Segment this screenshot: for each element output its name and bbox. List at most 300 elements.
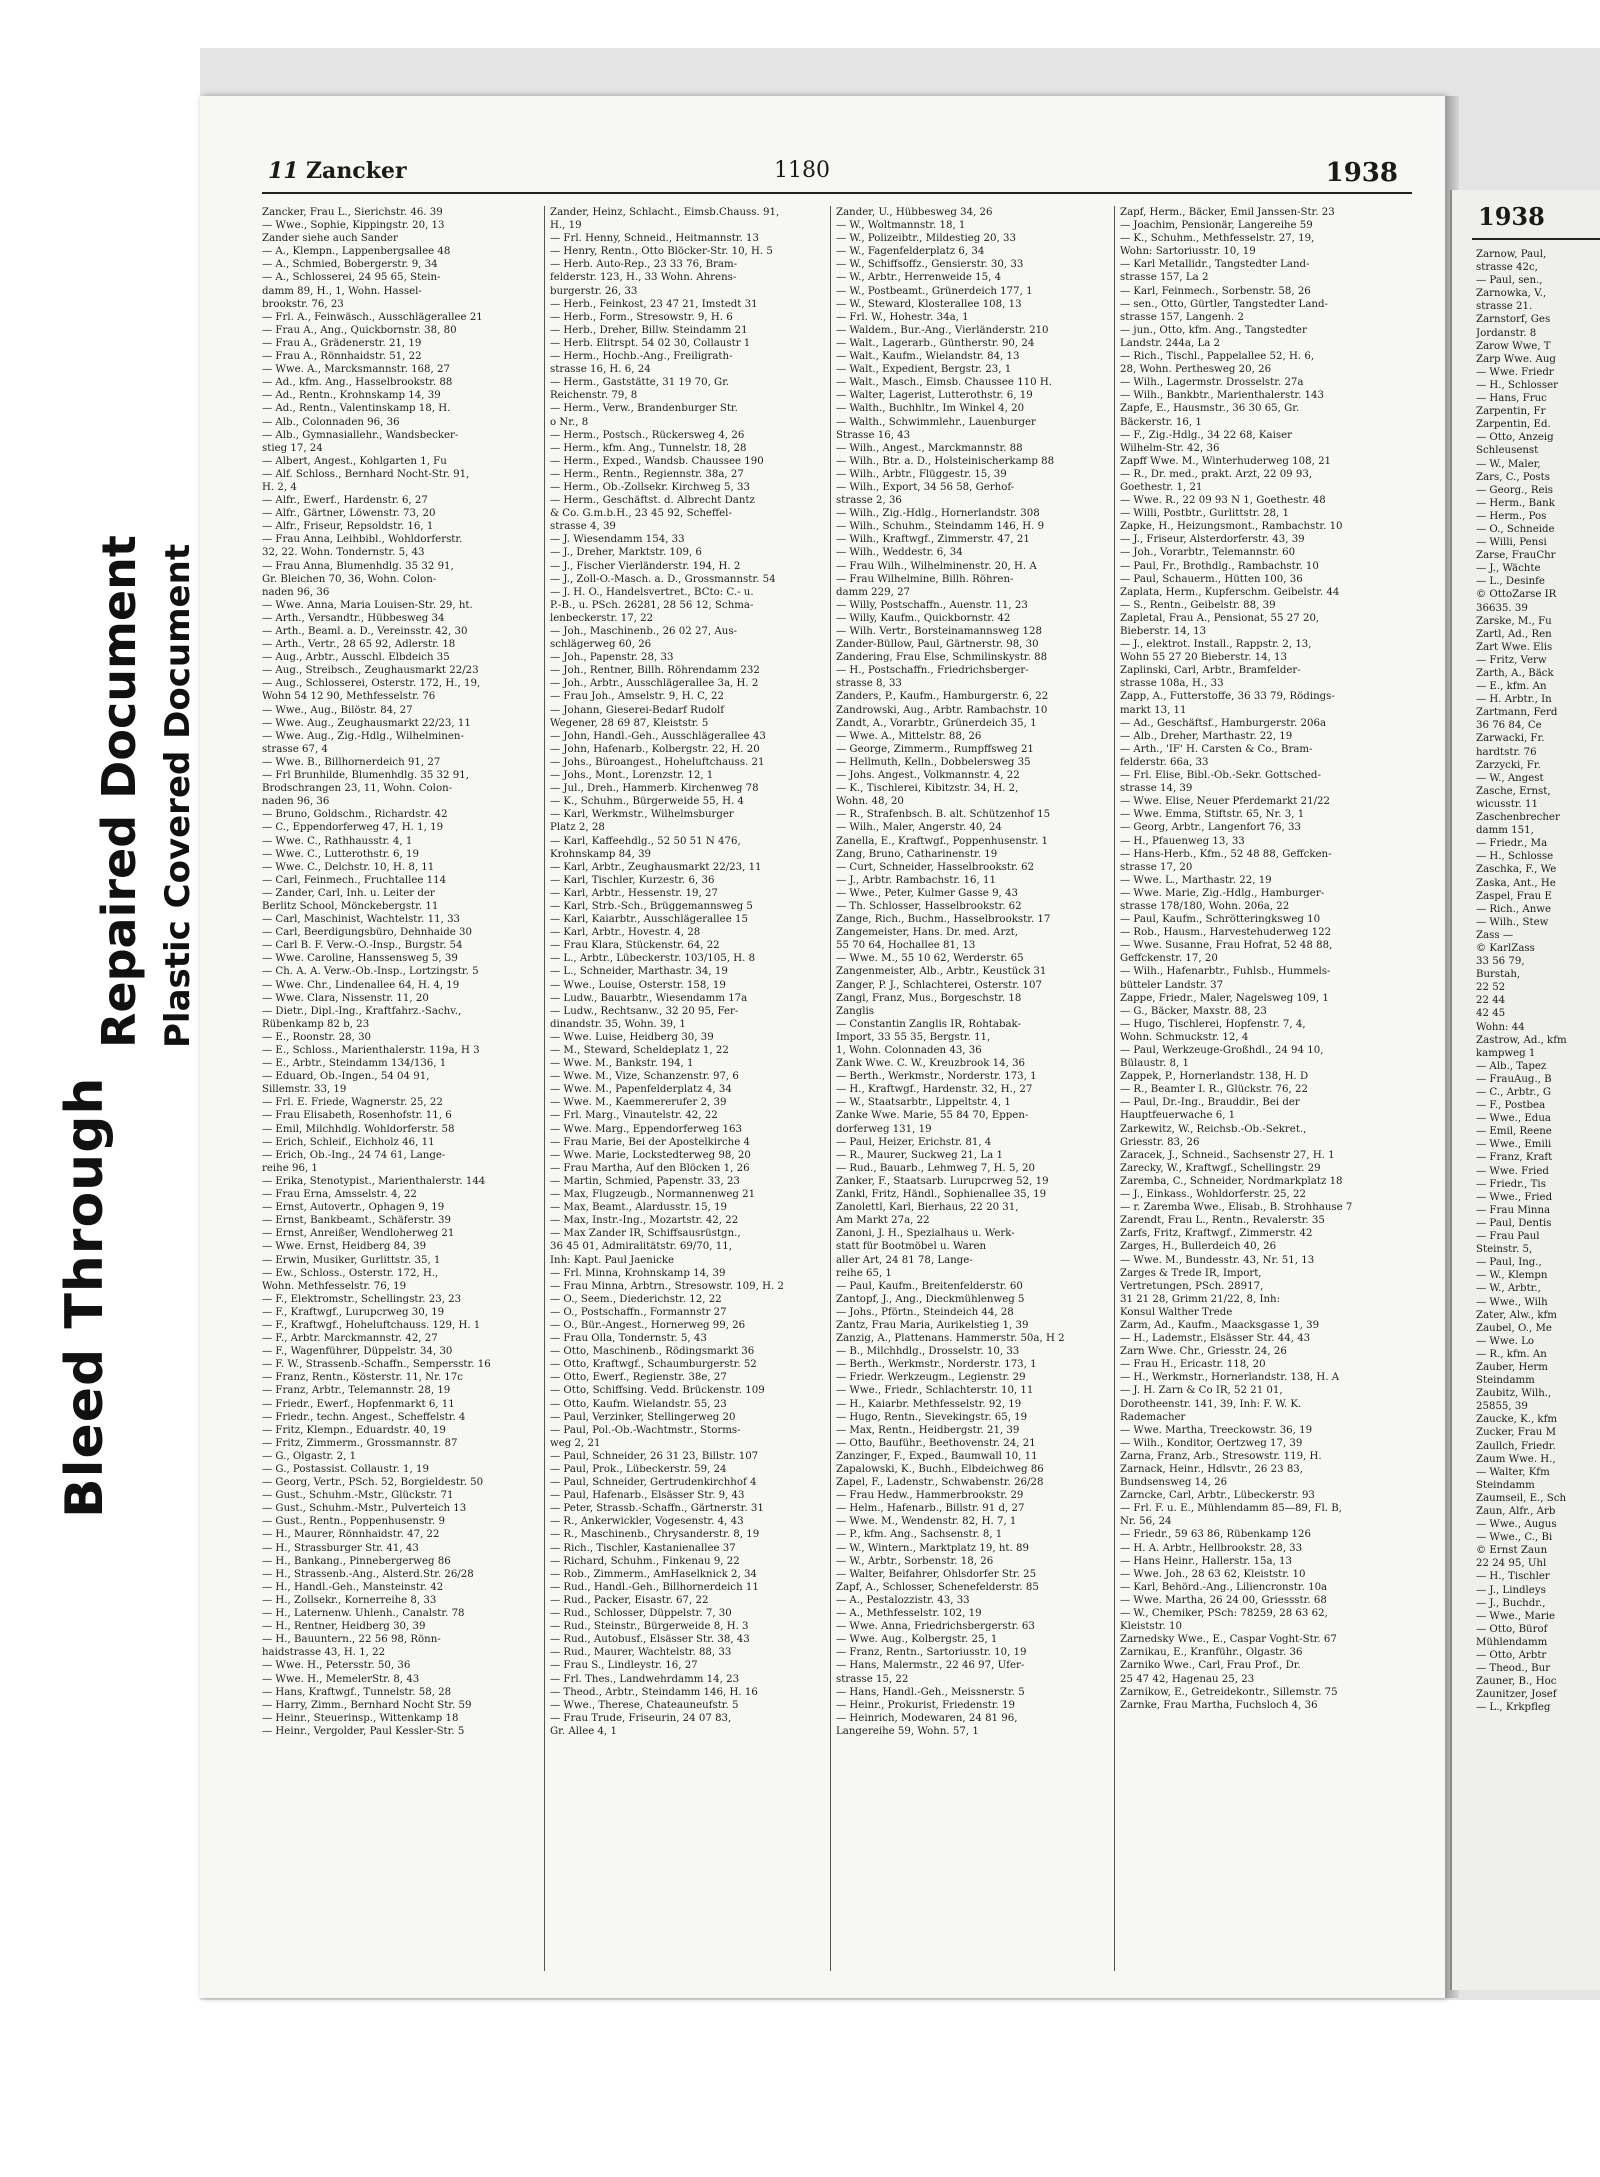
directory-entry: strasse 15, 22 [836,1673,909,1685]
directory-entry: — Hugo, Rentn., Sievekingstr. 65, 19 [836,1411,1028,1423]
directory-entry: — H., Pfauenweg 13, 33 [1120,835,1245,847]
directory-entry: Zarnikau, E., Kranführ., Olgastr. 36 [1120,1647,1303,1659]
directory-entry: — Jul., Dreh., Hammerb. Kirchenweg 78 [550,783,759,795]
directory-entry: — Wwe. Susanne, Frau Hofrat, 52 48 88, [1120,940,1333,952]
directory-entry: 22 24 95, Uhl [1476,1558,1547,1570]
directory-entry: Bülaustr. 8, 1 [1120,1058,1189,1070]
directory-entry: damm 89, H., 1, Wohn. Hassel- [262,285,422,297]
directory-entry: Wohn. 48, 20 [836,796,904,808]
directory-entry: Rübenkamp 82 b, 23 [262,1018,370,1030]
directory-entry: — Frl. W., Hohestr. 34a, 1 [836,311,969,323]
directory-entry: — Walter, Beifahrer, Ohlsdorfer Str. 25 [836,1568,1037,1580]
directory-entry: Zarniko Wwe., Carl, Frau Prof., Dr. [1120,1660,1301,1672]
directory-entry: Zaschka, F., We [1476,864,1557,876]
directory-entry: Zaun, Alfr., Arb [1476,1506,1556,1517]
directory-entry: — H., Bankang., Pinnebergerweg 86 [262,1555,451,1567]
directory-entry: Zarp Wwe. Aug [1476,353,1556,365]
directory-entry: — Wilh., Angest., Marckmannstr. 88 [836,442,1023,454]
directory-entry: strasse 42c, [1476,262,1538,274]
directory-entry: felderstr. 123, H., 33 Wohn. Ahrens- [550,272,737,284]
directory-entry: — W., Angest [1476,772,1544,784]
directory-entry: Zaunitzer, Josef [1476,1689,1557,1701]
column-1 [262,206,536,1971]
directory-entry: Geffckenstr. 17, 20 [1120,953,1218,965]
directory-entry: — Hans, Fruc [1476,393,1547,405]
directory-entry: — Paul, Verzinker, Stellingerweg 20 [550,1411,736,1423]
directory-entry: markt 13, 11 [1120,704,1187,716]
directory-entry: Zapf, Herm., Bäcker, Emil Janssen-Str. 23 [1120,207,1335,218]
directory-entry: — Otto, Bauführ., Beethovenstr. 24, 21 [836,1437,1036,1449]
directory-entry: — Heinrich, Modewaren, 24 81 96, [836,1712,1018,1724]
directory-entry: Zaullch, Friedr. [1476,1440,1556,1452]
directory-entry: Zarfs, Fritz, Kraftwgf., Zimmerstr. 42 [1120,1228,1313,1240]
directory-entry: — Aug., Schlosserei, Osterstr. 172, H., 19, [262,678,481,690]
directory-entry: — F., Zig.-Hdlg., 34 22 68, Kaiser [1120,429,1292,441]
directory-entry: — Max, Instr.-Ing., Mozartstr. 42, 22 [550,1215,739,1227]
directory-entry: — Arth., Versandtr., Hübbesweg 34 [262,612,445,624]
directory-entry: — Richard, Schuhm., Finkenau 9, 22 [550,1555,740,1567]
directory-entry: — Walt., Kaufm., Wielandstr. 84, 13 [836,351,1020,363]
directory-entry: — Joh., Vorarbtr., Telemannstr. 60 [1120,547,1296,559]
directory-entry: 31 21 28, Grimm 21/22, 8, Inh: [1120,1293,1281,1305]
directory-entry: — H. A. Arbtr., Hellbrookstr. 28, 33 [1120,1542,1303,1554]
directory-entry: — Heinr., Vergolder, Paul Kessler-Str. 5 [262,1725,465,1737]
directory-entry: strasse 2, 36 [836,495,902,507]
directory-entry: — Georg, Arbtr., Langenfort 76, 33 [1120,822,1301,834]
directory-entry: Zarnack, Heinr., Hdlsvtr., 26 23 83, [1120,1464,1304,1475]
directory-entry: — Wwe. Fried [1476,1165,1549,1177]
directory-entry: — Wwe. Martha, 26 24 00, Griessstr. 68 [1120,1594,1327,1606]
directory-entry: 55 70 64, Hochallee 81, 13 [836,940,976,952]
directory-entry: Bäckerstr. 16, 1 [1120,416,1202,428]
directory-entry: Zander-Büllow, Paul, Gärtnerstr. 98, 30 [836,639,1039,651]
directory-entry: — Zander, Carl, Inh. u. Leiter der [262,887,435,899]
directory-entry: — Wwe., Marie [1476,1610,1556,1622]
directory-entry: — Rud., Packer, Eisastr. 67, 22 [550,1594,709,1606]
directory-entry: — Karl, Arbtr., Hovestr. 4, 28 [550,927,701,939]
directory-entry: — Walt., Masch., Eimsb. Chaussee 110 H. [836,377,1052,389]
directory-entry: — R., Dr. med., prakt. Arzt, 22 09 93, [1120,468,1313,480]
directory-entry: Zastrow, Ad., kfm [1476,1034,1567,1046]
directory-entry: — R., Strafenbsch. B. alt. Schützenhof 15 [836,809,1051,821]
directory-entry: Zapel, F., Ladenstr., Schwabenstr. 26/28 [836,1477,1044,1489]
directory-entry: — H., Maurer, Rönnhaidstr. 47, 22 [262,1529,440,1541]
directory-entry: — Erich, Schleif., Eichholz 46, 11 [262,1136,435,1148]
header-year: 1938 [1325,158,1398,188]
directory-entry: — Alfr., Gärtner, Löwenstr. 73, 20 [262,508,436,520]
directory-entry: — Max, Flugzeugb., Normannenweg 21 [550,1189,756,1201]
directory-entry: Zauner, B., Hoc [1476,1676,1557,1688]
directory-entry: — Wilh., Hafenarbtr., Fuhlsb., Hummels- [1120,966,1331,978]
directory-entry: — Wwe. Marie, Lockstedterweg 98, 20 [550,1149,751,1161]
directory-entry: — J., Fischer Vierländerstr. 194, H. 2 [550,560,741,572]
directory-entry: — Hans Heinr., Hallerstr. 15a, 13 [1120,1555,1293,1567]
directory-entry: strasse 178/180, Wohn. 206a, 22 [1120,900,1290,912]
directory-entry: Wohn: 44 [1476,1021,1525,1033]
directory-entry: Zarn Wwe. Chr., Griesstr. 24, 26 [1120,1346,1287,1358]
directory-entry: 25 47 42, Hagenau 25, 23 [1120,1673,1255,1685]
directory-entry: — L., Schneider, Marthastr. 34, 19 [550,966,728,978]
directory-entry: — Paul, Dentis [1476,1217,1552,1229]
directory-entry: — Wilh., Konditor, Oertzweg 17, 39 [1120,1437,1303,1449]
directory-entry: — Frl. Marg., Vinautelstr. 42, 22 [550,1110,718,1122]
directory-entry: Zasche, Ernst, [1476,785,1551,797]
directory-entry: — Herb., Feinkost, 23 47 21, Imstedt 31 [550,298,758,310]
directory-entry: — Aug., Streibsch., Zeughausmarkt 22/23 [262,665,479,677]
directory-entry: — H., Werkmstr., Hornerlandstr. 138, H. A [1120,1372,1340,1384]
directory-entry: — Th. Schlosser, Hasselbrookstr. 62 [836,900,1022,912]
directory-entry: & Co. G.m.b.H., 23 45 92, Scheffel- [550,508,732,520]
directory-entry: — Frau Elisabeth, Rosenhofstr. 11, 6 [262,1110,452,1122]
directory-entry: Zarecky, W., Kraftwgf., Schellingstr. 29 [1120,1162,1321,1174]
directory-entry: Zass — [1476,929,1514,941]
directory-entry: Reichenstr. 79, 8 [550,390,638,402]
directory-entry: — Wwe. Anna, Maria Louisen-Str. 29, ht. [262,599,473,611]
directory-entry: Zars, C., Posts [1476,471,1550,483]
directory-entry: Zappe, Friedr., Maler, Nagelsweg 109, 1 [1120,992,1329,1004]
directory-entry: — Gust., Schuhm.-Mstr., Glückstr. 71 [262,1490,454,1502]
directory-entry: Goethestr. 1, 21 [1120,481,1203,493]
directory-entry: — Theod., Arbtr., Steindamm 146, H. 16 [550,1686,758,1698]
directory-entry: — Walter, Lagerist, Lutterothstr. 6, 19 [836,390,1033,402]
directory-entry: — Wwe. Ernst, Heidberg 84, 39 [262,1241,427,1253]
directory-entry: — A., Pestalozzistr. 43, 33 [836,1594,970,1606]
directory-entry: Zucker, Frau M [1476,1427,1557,1439]
directory-entry: — Rud., Bauarb., Lehmweg 7, H. 5, 20 [836,1162,1035,1174]
directory-entry: 36 76 84, Ce [1476,720,1542,732]
directory-entry: Jordanstr. 8 [1476,327,1537,339]
directory-entry: — K., Schuhm., Methfesselstr. 27, 19, [1120,233,1315,245]
directory-entry: Zauber, Herm [1476,1361,1548,1373]
directory-entry: Zarges, H., Bullerdeich 40, 26 [1120,1241,1277,1253]
directory-entry: Zartl, Ad., Ren [1476,628,1552,640]
directory-entry: Zaschenbrecher [1476,812,1560,824]
directory-entry: — Max Zander IR, Schiffsausrüstgn., [550,1228,741,1240]
directory-entry: — Alb., Tapez [1476,1060,1547,1072]
directory-entry: Hauptfeuerwache 6, 1 [1120,1110,1236,1122]
directory-entry: — Joachim, Pensionär, Langereihe 59 [1120,220,1313,232]
directory-entry: Strasse 16, 43 [836,429,911,441]
directory-entry: naden 96, 36 [262,586,330,598]
directory-entry: — Dietr., Dipl.-Ing., Kraftfahrz.-Sachv., [262,1005,462,1017]
directory-entry: — Franz, Rentn., Kösterstr. 11, Nr. 17c [262,1372,463,1384]
directory-entry: — Wwe. Caroline, Hanssensweg 5, 39 [262,953,458,965]
directory-entry: — Karl, Arbtr., Hessenstr. 19, 27 [550,887,718,899]
directory-entry: Zaspel, Frau E [1476,890,1552,902]
directory-entry: — Fritz, Zimmerm., Grossmannstr. 87 [262,1437,458,1449]
directory-entry: — Wwe. A., Marcksmannstr. 168, 27 [262,364,450,376]
directory-entry: — Erika, Stenotypist., Marienthalerstr. 144 [262,1175,486,1187]
directory-entry: — W., Maler, [1476,458,1541,470]
directory-entry: — Frau Minna [1476,1204,1551,1216]
directory-entry: Zangenmeister, Alb., Arbtr., Keustück 31 [836,966,1047,978]
directory-entry: — Frau A., Ang., Quickbornstr. 38, 80 [262,324,457,336]
directory-entry: — Herm., Rentn., Regiennstr. 38a, 27 [550,468,744,480]
directory-entry: — Carl, Beerdigungsbüro, Dehnhaide 30 [262,927,473,939]
directory-entry: — J., Wächte [1476,563,1541,575]
directory-entry: Wilhelm-Str. 42, 36 [1120,442,1220,454]
directory-entry: — Frau Minna, Arbtrn., Stresowstr. 109, H. 2 [550,1280,784,1292]
directory-entry: — E., kfm. An [1476,681,1547,693]
directory-entry: — J., Lindleys [1476,1584,1546,1596]
directory-entry: — Wwe., Therese, Chateauneufstr. 5 [550,1699,739,1711]
directory-entry: strasse 67, 4 [262,743,328,755]
directory-entry: — Wilh., Bankbtr., Marienthalerstr. 143 [1120,390,1324,402]
adjacent-header-rule [1472,238,1600,240]
directory-entry: — O., Bür.-Angest., Hornerweg 99, 26 [550,1319,746,1331]
directory-entry: Zander siehe auch Sander [262,233,398,245]
directory-entry: Zarpentin, Fr [1476,406,1546,418]
directory-entry: — Wwe. Emma, Stiftstr. 65, Nr. 3, 1 [1120,809,1305,821]
directory-entry: — A., Schlosserei, 24 95 65, Stein- [262,272,441,284]
directory-entry: — Wwe., Emili [1476,1139,1552,1151]
directory-entry: — Frau Marie, Bei der Apostelkirche 4 [550,1136,750,1148]
directory-entry: — Karl, Kaiarbtr., Ausschlägerallee 15 [550,914,748,926]
directory-entry: Inh: Kapt. Paul Jaenicke [550,1254,675,1266]
directory-entry: — O., Schneide [1476,523,1555,535]
directory-entry: Krohnskamp 84, 39 [550,848,652,860]
directory-entry: weg 2, 21 [550,1437,601,1449]
directory-entry: Zarkewitz, W., Reichsb.-Ob.-Sekret., [1120,1123,1307,1135]
directory-entry: — Eduard, Ob.-Ingen., 54 04 91, [262,1071,430,1083]
directory-entry: — Paul, Kaufm., Schrötteringksweg 10 [1120,914,1321,926]
directory-entry: Langereihe 59, Wohn. 57, 1 [836,1725,979,1737]
directory-entry: Wohn. Schmuckstr. 12, 4 [1120,1031,1249,1043]
directory-entry: bütteler Landstr. 37 [1120,979,1224,991]
directory-entry: — Hans, Handl.-Geh., Meissnerstr. 5 [836,1686,1025,1698]
directory-entry: — Karl, Arbtr., Zeughausmarkt 22/23, 11 [550,861,762,873]
directory-entry: — Alf. Schloss., Bernhard Nocht-Str. 91, [262,468,470,480]
directory-entry: — J., Friseur, Alsterdorferstr. 43, 39 [1120,534,1305,546]
directory-entry: Zanzinger, F., Exped., Baumwall 10, 11 [836,1450,1038,1462]
directory-entry: — G., Postassist. Collaustr. 1, 19 [262,1464,429,1475]
directory-entry: — Rud., Handl.-Geh., Billhornerdeich 11 [550,1581,759,1593]
directory-entry: — Johs., Büroangest., Hoheluftchauss. 21 [550,756,765,768]
directory-entry: — Wwe. Anna, Friedrichsbergerstr. 63 [836,1621,1035,1633]
directory-entry: — Willi, Pensi [1476,537,1547,549]
directory-entry: — Joh., Maschinenb., 26 02 27, Aus- [550,626,737,637]
directory-entry: — Rud., Maurer, Wachtelstr. 88, 33 [550,1647,732,1659]
directory-entry: — Wwe., Louise, Osterstr. 158, 19 [550,979,726,991]
directory-entry: Zantz, Frau Maria, Aurikelstieg 1, 39 [836,1319,1029,1331]
directory-entry: — Wwe. R., 22 09 93 N 1, Goethestr. 48 [1120,495,1326,507]
directory-entry: 1, Wohn. Colonnaden 43, 36 [836,1045,982,1056]
directory-entry: — Otto, Arbtr [1476,1650,1547,1662]
directory-entry: — Emil, Milchhdlg. Wohldorferstr. 58 [262,1123,455,1135]
directory-entry: schlägerweg 60, 26 [550,639,652,651]
directory-entry: — J., Buchdr., [1476,1597,1546,1609]
directory-entry: — H., Schlosser [1476,379,1559,391]
directory-entry: — Paul, Schauerm., Hütten 100, 36 [1120,573,1303,585]
directory-entry: — Gust., Rentn., Poppenhusenstr. 9 [262,1516,445,1528]
directory-entry: Dorotheenstr. 141, 39, Inh: F. W. K. [1120,1398,1302,1410]
directory-entry: — Hugo, Tischlerei, Hopfenstr. 7, 4, [1120,1018,1306,1030]
directory-entry: Zander, Heinz, Schlacht., Eimsb.Chauss. 91, [550,207,780,218]
directory-entry: — F., Postbea [1476,1100,1546,1112]
directory-entry: — Herm., kfm. Ang., Tunnelstr. 18, 28 [550,442,747,454]
running-head-name: Zancker [306,158,407,184]
directory-entry: — r. Zaremba Wwe., Elisab., B. Strohhause 7 [1120,1202,1353,1214]
directory-entry: — R., Maurer, Suckweg 21, La 1 [836,1149,1003,1161]
page-number: 1180 [774,158,830,183]
directory-entry: — L., Krkpfleg [1476,1702,1551,1714]
directory-entry: — Rud., Schlosser, Düppelstr. 7, 30 [550,1608,732,1620]
directory-entry: — F. W., Strassenb.-Schaffn., Sempersstr. 16 [262,1359,491,1371]
directory-entry: — Alb., Colonnaden 96, 36 [262,416,400,428]
directory-entry: wicusstr. 11 [1476,798,1538,810]
directory-entry: Zanglis [836,1005,874,1017]
directory-entry: — Berth., Werkmstr., Norderstr. 173, 1 [836,1071,1037,1083]
annotation-panel [0,48,200,2000]
directory-entry: Zapf, A., Schlosser, Schenefelderstr. 85 [836,1581,1039,1593]
directory-entry: — Wwe. Joh., 28 63 62, Kleiststr. 10 [1120,1568,1306,1580]
directory-entry: — Henry, Rentn., Otto Blöcker-Str. 10, H. 5 [550,246,773,258]
directory-entry: — Franz, Kraft [1476,1152,1553,1164]
directory-entry: — Joh., Rentner, Billh. Röhrendamm 232 [550,665,760,677]
directory-entry: — Frau Trude, Friseurin, 24 07 83, [550,1712,732,1724]
directory-entry: — Herm., Verw., Brandenburger Str. [550,403,738,415]
directory-entry: Mühlendamm [1476,1636,1548,1648]
directory-entry: Zarnow, Paul, [1476,249,1547,260]
directory-entry: — Wwe. C., Lutterothstr. 6, 19 [262,848,419,860]
directory-entry: — Wwe. A., Mittelstr. 88, 26 [836,730,982,742]
directory-entry: — Wwe. Chr., Lindenallee 64, H. 4, 19 [262,979,460,991]
directory-entry: — Frau S., Lindleystr. 16, 27 [550,1660,698,1672]
directory-entry: — Max, Beamt., Alardusstr. 15, 19 [550,1202,728,1214]
directory-entry: Zaska, Ant., He [1476,877,1556,889]
directory-entry: Zanders, P., Kaufm., Hamburgerstr. 6, 22 [836,691,1049,703]
directory-entry: Zarm, Ad., Kaufm., Maacksgasse 1, 39 [1120,1319,1320,1331]
directory-entry: — John, Hafenarb., Kolbergstr. 22, H. 20 [550,743,760,755]
directory-entry: reihe 96, 1 [262,1162,318,1174]
directory-entry: Zangl, Franz, Mus., Borgeschstr. 18 [836,992,1022,1004]
directory-entry: — F., Arbtr. Marckmannstr. 42, 27 [262,1333,438,1345]
directory-entry: Zarnikow, E., Getreidekontr., Sillemstr. 75 [1120,1686,1338,1698]
directory-entry: — Wwe. Clara, Nissenstr. 11, 20 [262,992,429,1004]
directory-entry: Zapalowski, K., Buchh., Elbdeichweg 86 [836,1464,1044,1475]
directory-entry: — L., Desinfe [1476,576,1545,588]
directory-entry: burgerstr. 26, 33 [550,285,638,297]
directory-entry: Zappek, P., Hornerlandstr. 138, H. D [1120,1071,1309,1083]
directory-entry: — Friedr., Ewerf., Hopfenmarkt 6, 11 [262,1398,455,1410]
directory-entry: — Wilh., Lagermstr. Drosselstr. 27a [1120,377,1304,389]
directory-entry: — Otto, Kraftwgf., Schaumburgerstr. 52 [550,1359,757,1371]
directory-entry: stieg 17, 24 [262,442,323,454]
directory-entry: — Alfr., Ewerf., Hardenstr. 6, 27 [262,495,428,507]
directory-entry: Zarnowka, V., [1476,288,1547,300]
directory-entry: — W., Arbtr., [1476,1283,1541,1295]
directory-entry: — W., Chemiker, PSch: 78259, 28 63 62, [1120,1608,1328,1620]
directory-entry: — E., Schloss., Marienthalerstr. 119a, H 3 [262,1045,480,1056]
directory-entry: Zarnedsky Wwe., E., Caspar Voght-Str. 67 [1120,1634,1337,1646]
directory-entry: Nr. 56, 24 [1120,1516,1172,1528]
directory-entry: — Ad., Rentn., Valentinskamp 18, H. [262,403,451,415]
directory-entry: — Wilh., Stew [1476,916,1549,928]
directory-entry: — Paul, Prok., Lübeckerstr. 59, 24 [550,1464,727,1475]
directory-entry: — Georg, Vertr., PSch. 52, Borgieldestr. 50 [262,1477,484,1489]
directory-entry: strasse 108a, H., 33 [1120,678,1224,690]
directory-entry: — Wwe. Marg., Eppendorferweg 163 [550,1123,742,1135]
directory-entry: P.-B., u. PSch. 26281, 28 56 12, Schma- [550,599,754,611]
directory-entry: — Friedr., Ma [1476,838,1548,850]
directory-entry: — Ew., Schloss., Osterstr. 172, H., [262,1267,439,1279]
directory-entry: Zank Wwe. C. W., Kreuzbrook 14, 36 [836,1058,1026,1070]
label-bleed-through: Bleed Through [55,1076,115,1518]
directory-entry: — H., Tischler [1476,1571,1550,1583]
directory-entry: Zaucke, K., kfm [1476,1414,1558,1426]
label-plastic-covered-document: Plastic Covered Document [158,543,198,1048]
directory-entry: — Wwe. M., 55 10 62, Werderstr. 65 [836,953,1024,965]
directory-entry: — F., Kraftwgf., Lurupcrweg 30, 19 [262,1306,445,1318]
directory-entry: — Herm., Gaststätte, 31 19 70, Gr. [550,377,730,389]
directory-entry: — Wwe. Luise, Heidberg 30, 39 [550,1031,714,1043]
directory-entry: — Wwe., Augus [1476,1519,1557,1531]
directory-entry: — W., Staatsarbtr., Lippeltstr. 4, 1 [836,1097,1011,1109]
directory-entry: — Waldem., Bur.-Ang., Vierländerstr. 210 [836,324,1049,336]
directory-entry: — Wilh., Kraftwgf., Zimmerstr. 47, 21 [836,534,1030,546]
directory-entry: — Frau Wilh., Wilhelminenstr. 20, H. A [836,560,1037,572]
directory-entry: — G., Bäcker, Maxstr. 88, 23 [1120,1005,1267,1017]
directory-entry: — Karl, Werkmstr., Wilhelmsburger [550,809,734,821]
directory-entry: — Herm., Hochb.-Ang., Freiligrath- [550,351,733,363]
directory-entry: — Wwe. M., Papenfelderplatz 4, 34 [550,1084,732,1096]
directory-entry: 42 45 [1476,1008,1506,1020]
directory-entry: — Otto, Maschinenb., Rödingsmarkt 36 [550,1346,755,1358]
directory-entry: — F., Elektromstr., Schellingstr. 23, 23 [262,1293,462,1305]
directory-entry: — Paul, Heizer, Erichstr. 81, 4 [836,1136,992,1148]
directory-entry: damm 151, [1476,825,1534,837]
directory-entry: — Paul, Schneider, Gertrudenkirchhof 4 [550,1477,757,1489]
directory-entry: Zart Wwe. Elis [1476,641,1553,653]
directory-entry: — Wwe., Friedr., Schlachterstr. 10, 11 [836,1385,1034,1397]
directory-entry: — Frl. Henny, Schneid., Heitmannstr. 13 [550,233,759,245]
directory-entry: Zapletal, Frau A., Pensionat, 55 27 20, [1120,612,1320,624]
directory-entry: 25855, 39 [1476,1401,1528,1413]
directory-entry: — Bruno, Goldschm., Richardstr. 42 [262,809,448,821]
volume-number: 11 [268,158,299,184]
directory-entry: — H., Handl.-Geh., Mansteinstr. 42 [262,1581,444,1593]
directory-entry: aller Art, 24 81 78, Lange- [836,1254,973,1266]
directory-entry: — Arth., Beaml. a. D., Vereinsstr. 42, 30 [262,626,468,637]
directory-entry: Zantopf, J., Ang., Dieckmühlenweg 5 [836,1293,1025,1305]
directory-entry: — Herm., Geschäftst. d. Albrecht Dantz [550,495,755,507]
directory-entry: — Franz, Arbtr., Telemannstr. 28, 19 [262,1385,451,1397]
directory-entry: Zanella, E., Kraftwgf., Poppenhusenstr. 1 [836,835,1048,847]
directory-entry: — C., Arbtr., G [1476,1087,1552,1098]
directory-entry: Wohn. Methfesselstr. 76, 19 [262,1280,407,1292]
directory-entry: Zanolettl, Karl, Bierhaus, 22 20 31, [836,1202,1019,1214]
column-4 [1114,206,1389,1971]
directory-entry: — Frl. Elise, Bibl.-Ob.-Sekr. Gottsched- [1120,770,1321,782]
directory-entry: — Frau Martha, Auf den Blöcken 1, 26 [550,1162,750,1174]
directory-entry: Zankl, Fritz, Händl., Sophienallee 35, 19 [836,1189,1047,1201]
directory-entry: — F., Kraftwgf., Hoheluftchauss. 129, H. 1 [262,1319,481,1331]
directory-entry: — L., Arbtr., Lübeckerstr. 103/105, H. 8 [550,953,756,965]
directory-entry: — J. Wiesendamm 154, 33 [550,534,685,546]
directory-entry: — J. H. Zarn & Co IR, 52 21 01, [1120,1385,1283,1397]
directory-entry: — Carl, Feinmech., Fruchtallee 114 [262,874,447,886]
directory-entry: — Helm., Hafenarb., Billstr. 91 d, 27 [836,1503,1025,1515]
directory-entry: — Ernst, Anreißer, Wendloherweg 21 [262,1228,455,1240]
directory-entry: — Albert, Angest., Kohlgarten 1, Fu [262,455,447,467]
directory-entry: — Wwe. Marie, Zig.-Hdlg., Hamburger- [1120,887,1325,899]
directory-entry: — George, Zimmerm., Rumpffsweg 21 [836,743,1034,755]
directory-page [200,96,1445,1998]
directory-entry: — Berth., Werkmstr., Norderstr. 173, 1 [836,1359,1037,1371]
directory-entry: — Erich, Ob.-Ing., 24 74 61, Lange- [262,1149,446,1161]
directory-entry: Zarna, Franz, Arb., Stresowstr. 119, H. [1120,1450,1322,1462]
directory-entry: — Paul, Werkzeuge-Großhdl., 24 94 10, [1120,1045,1324,1056]
